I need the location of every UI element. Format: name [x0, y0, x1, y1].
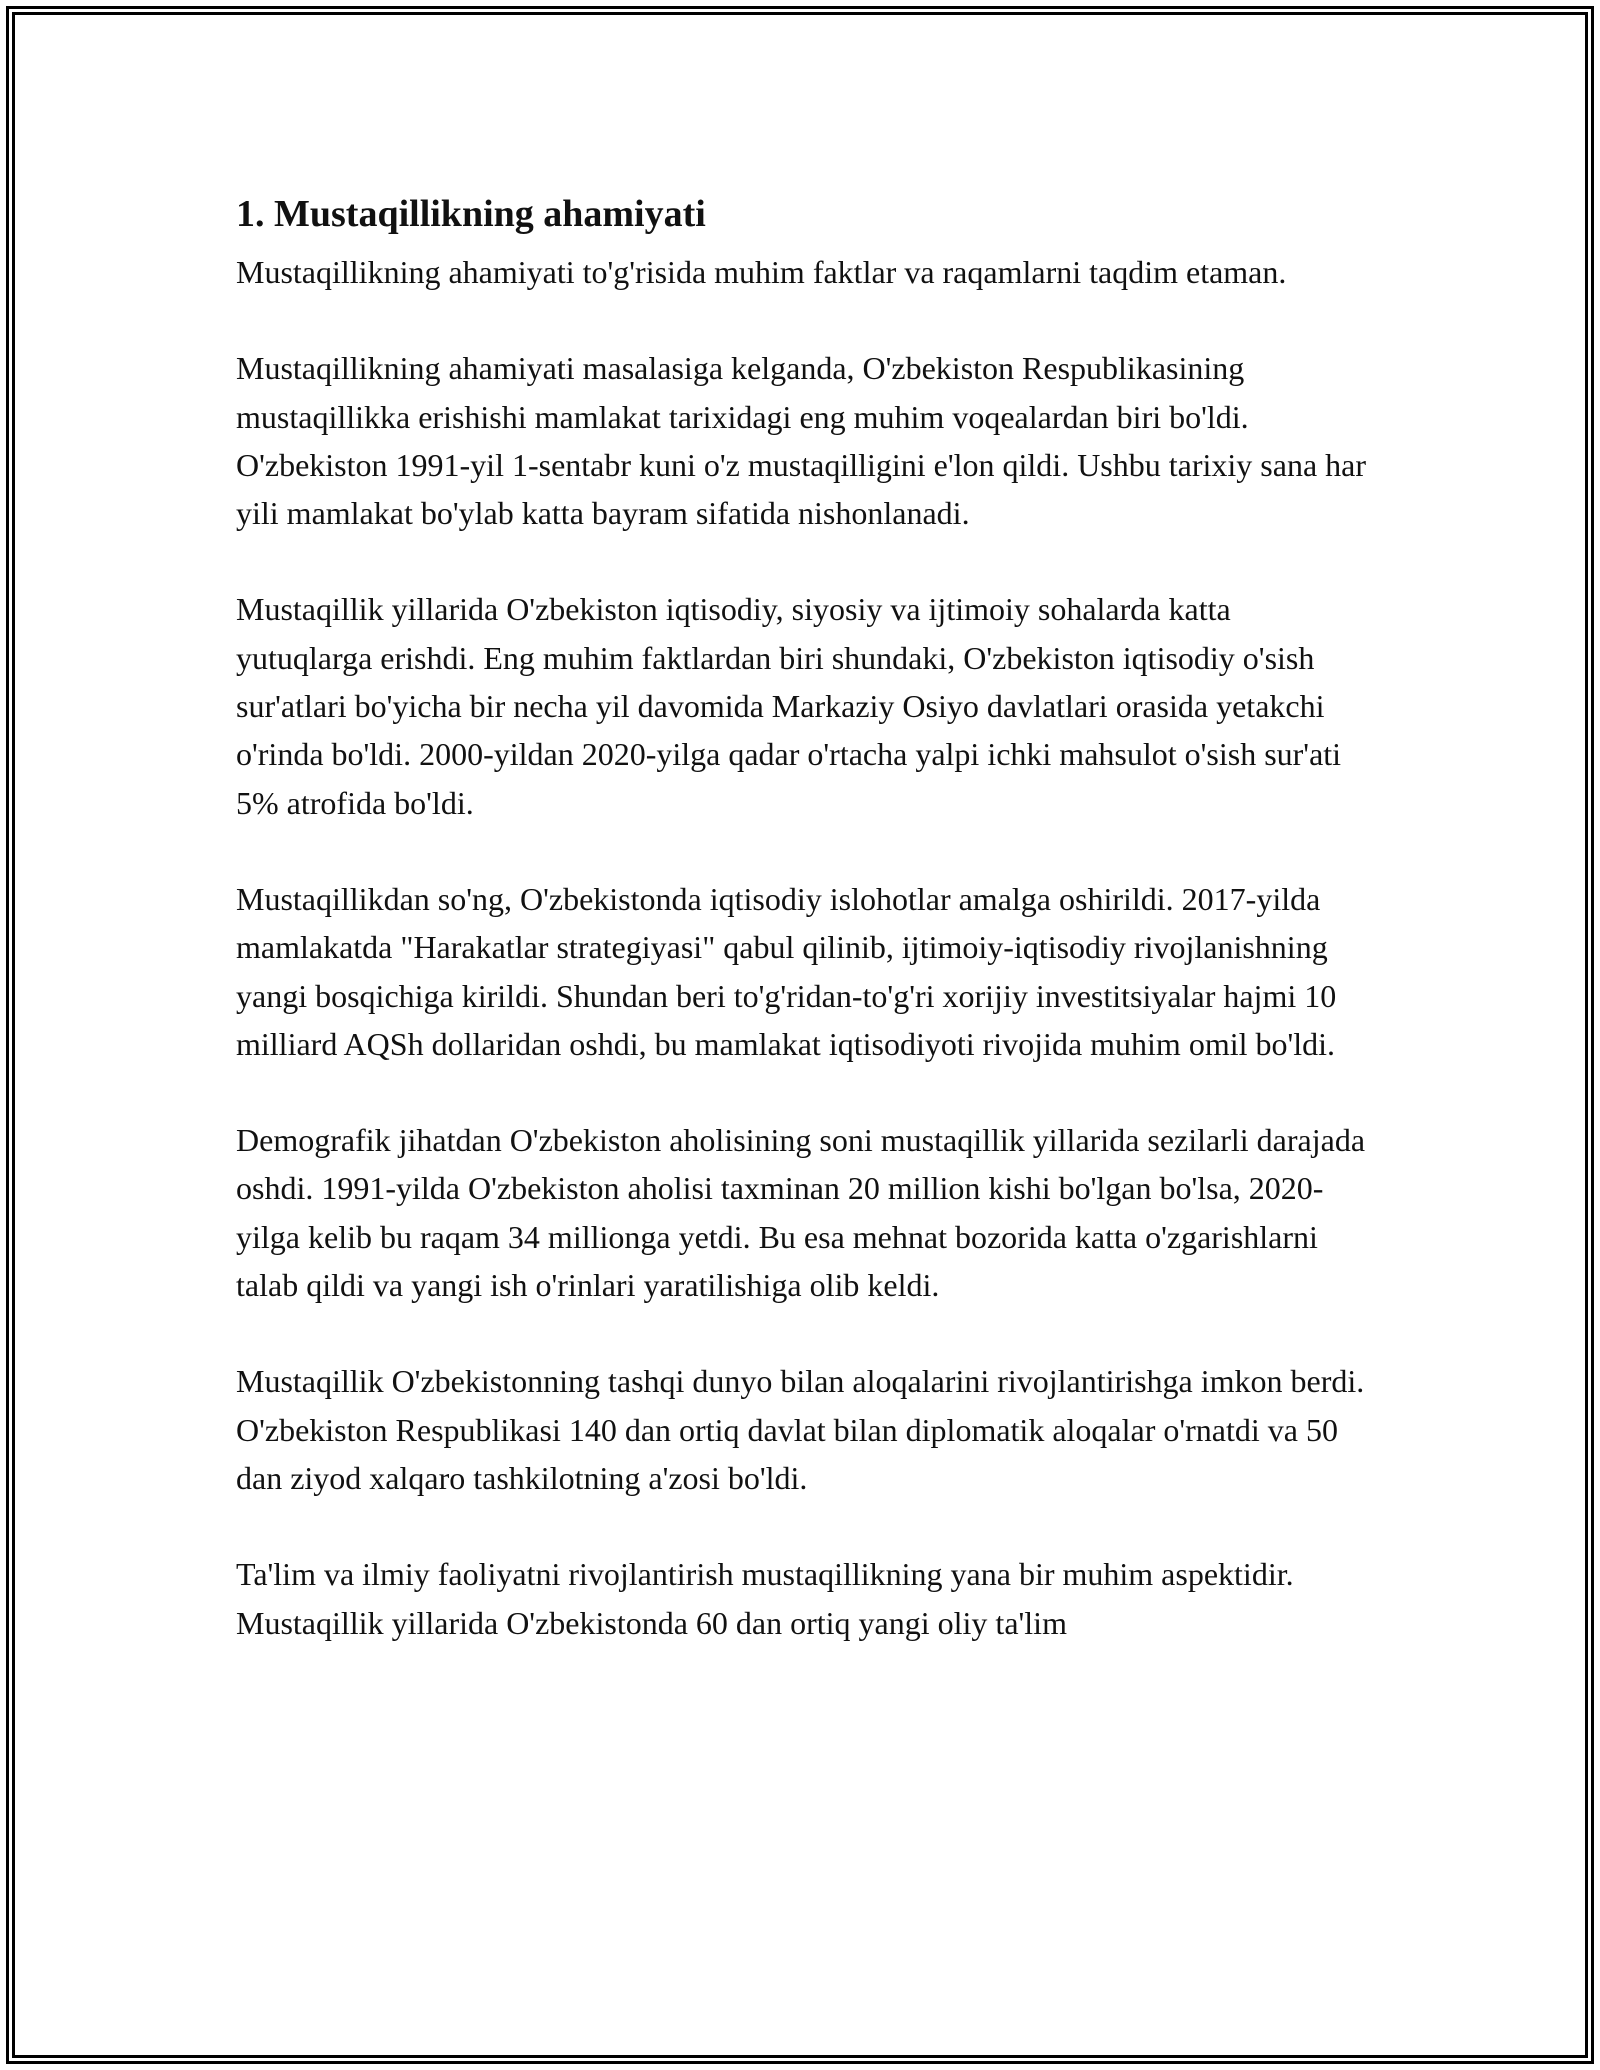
- section-heading: 1. Mustaqillikning ahamiyati: [236, 193, 706, 235]
- document-body: [236, 186, 1366, 1695]
- paragraph-demographics: Demografik jihatdan O'zbekiston aholisining soni mustaqillik yillarida sezilarli darajada oshdi. 1991-yilda O'zbekiston aholisi taxminan 20 million kishi bo'lgan bo'lsa, 2020-yilga kelib bu raqam 34 millionga yetdi. Bu esa mehnat bozorida katta o'zgarishlarni talab qildi va yangi ish o'rinlari yaratilishiga olib keldi.: [236, 1122, 1366, 1304]
- paragraph-education: Ta'lim va ilmiy faoliyatni rivojlantirish mustaqillikning yana bir muhim aspektidir. Mustaqillik yillarida O'zbekistonda 60 dan ortiq yangi oliy ta'lim: [236, 1556, 1294, 1641]
- paragraph-independence-date: Mustaqillikning ahamiyati masalasiga kelganda, O'zbekiston Respublikasining mustaqillikka erishishi mamlakat tarixidagi eng muhim voqealardan biri bo'ldi. O'zbekiston 1991-yil 1-sentabr kuni o'z mustaqilligini e'lon qildi. Ushbu tarixiy sana har yili mamlakat bo'ylab katta bayram sifatida nishonlanadi.: [236, 350, 1366, 532]
- paragraph-foreign-relations: Mustaqillik O'zbekistonning tashqi dunyo bilan aloqalarini rivojlantirishga imkon berdi. O'zbekiston Respublikasi 140 dan ortiq davlat bilan diplomatik aloqalar o'rnatdi va 50 dan ziyod xalqaro tashkilotning a'zosi bo'ldi.: [236, 1363, 1365, 1496]
- paragraph-reforms: Mustaqillikdan so'ng, O'zbekistonda iqtisodiy islohotlar amalga oshirildi. 2017-yilda mamlakatda "Harakatlar strategiyasi" qabul qilinib, ijtimoiy-iqtisodiy rivojlanishning yangi bosqichiga kirildi. Shundan beri to'g'ridan-to'g'ri xorijiy investitsiyalar hajmi 10 milliard AQSh dollaridan oshdi, bu mamlakat iqtisodiyoti rivojida muhim omil bo'ldi.: [236, 880, 1337, 1062]
- paragraph-economic-growth: Mustaqillik yillarida O'zbekiston iqtisodiy, siyosiy va ijtimoiy sohalarda katta yutuqlarga erishdi. Eng muhim faktlardan biri shundaki, O'zbekiston iqtisodiy o'sish sur'atlari bo'yicha bir necha yil davomida Markaziy Osiyo davlatlari orasida yetakchi o'rinda bo'ldi. 2000-yildan 2020-yilga qadar o'rtacha yalpi ichki mahsulot o'sish sur'ati 5% atrofida bo'ldi.: [236, 591, 1342, 821]
- paragraph-intro: Mustaqillikning ahamiyati to'g'risida muhim faktlar va raqamlarni taqdim etaman.: [236, 254, 1287, 290]
